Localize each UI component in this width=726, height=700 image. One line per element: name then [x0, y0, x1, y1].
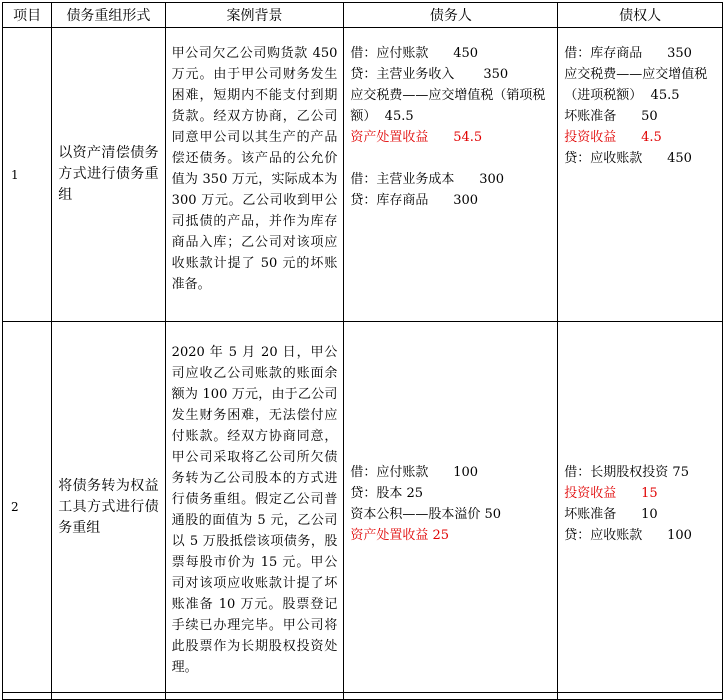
case-background-text: 2020 年 5 月 20 日，甲公司应收乙公司账款的账面余额为 100 万元，由于乙公司发生财务困难，无法偿付应付账款。经双方协商同意，甲公司采取将乙公司所欠债务转为乙公司股本的方式进行债务重组。假定乙公司普通股的面值为 5 元，乙公司以 5 万股抵偿该项债务，股票每股市价为 15 元。甲公司对该项应收账款计提了坏账准备 10 万元。股票登记手续已办理完毕。甲公司将此股票作为长期股权投资处理。: [171, 345, 338, 675]
journal-entry-line: 坏账准备 50: [564, 109, 658, 124]
journal-entry-line: 坏账准备 10: [564, 507, 658, 522]
case-background-text: 甲公司欠乙公司购货款 450 万元。由于甲公司财务发生困难，短期内不能支付到期货款。经双方协商，乙公司同意甲公司以其生产的产品偿还债务。该产品的公允价值为 350 万元，实际成本为 300 万元。乙公司收到甲公司抵债的产品，并作为库存商品入库；乙公司对该项应收账款计提了 50 元的坏账准备。: [171, 46, 338, 292]
journal-entry-line: 投资收益 15: [564, 486, 658, 501]
journal-entry-line: [350, 148, 551, 169]
header-cell-item: 项目: [3, 3, 52, 28]
header-cell-form: 债务重组形式: [52, 3, 165, 28]
journal-entry-line: 资产处置收益 25: [350, 528, 450, 543]
journal-entry-line: 资本公积——股本溢价 50: [350, 507, 502, 522]
journal-entry-line: 贷：库存商品 300: [350, 193, 479, 208]
debtor-entries: [344, 322, 558, 693]
journal-entry-line: 借：长期股权投资 75: [564, 465, 689, 480]
creditor-entry-list: [564, 462, 716, 546]
debt-restructuring-table: [2, 2, 723, 700]
creditor-entries: [558, 28, 723, 322]
table-row: [3, 322, 723, 693]
journal-entry-line: 借：应付账款 100: [350, 465, 479, 480]
restructuring-form: 以资产清偿债务方式进行债务重组: [52, 28, 165, 322]
header-row: [3, 3, 723, 28]
debtor-entries: [344, 28, 558, 322]
header-cell-background: 案例背景: [165, 3, 344, 28]
journal-entry-line: 资产处置收益 54.5: [350, 130, 483, 145]
journal-entry-line: 借：主营业务成本 300: [350, 172, 505, 187]
journal-entry-line: 贷：主营业务收入 350: [350, 67, 509, 82]
journal-entry-line: 应交税费——应交增值税（进项税额） 45.5: [564, 67, 708, 103]
debtor-entry-list: [350, 28, 551, 211]
row-number: 2: [3, 322, 52, 693]
debtor-entry-list: [350, 462, 551, 546]
journal-entry-line: 贷：应收账款 100: [564, 528, 692, 543]
journal-entry-line: 贷：股本 25: [350, 486, 424, 501]
header-cell-creditor: 债权人: [558, 3, 723, 28]
case-background: [165, 28, 344, 322]
journal-entry-line: 贷：应收账款 450: [564, 151, 692, 166]
creditor-entries: [558, 322, 723, 693]
creditor-entry-list: [564, 28, 716, 169]
restructuring-form: 将债务转为权益工具方式进行债务重组: [52, 322, 165, 693]
journal-entry-line: 借：库存商品 350: [564, 46, 692, 61]
header-cell-debtor: 债务人: [344, 3, 558, 28]
case-background: [165, 322, 344, 693]
row-number: 1: [3, 28, 52, 322]
journal-entry-line: 应交税费——应交增值税（销项税额） 45.5: [350, 88, 546, 124]
journal-entry-line: 借：应付账款 450: [350, 46, 479, 61]
journal-entry-line: 投资收益 4.5: [564, 130, 662, 145]
table-row: [3, 28, 723, 322]
